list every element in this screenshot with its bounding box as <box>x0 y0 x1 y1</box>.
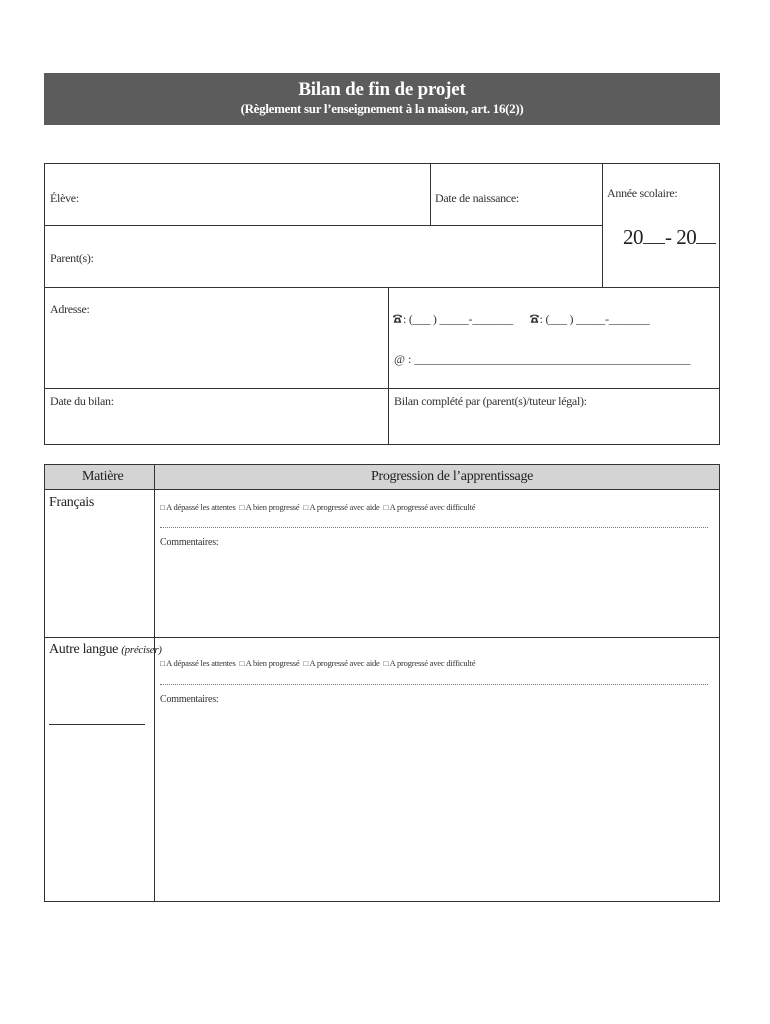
year-prefix-start: 20 <box>623 225 643 249</box>
divider <box>388 287 389 444</box>
checkbox-progresse-aide[interactable]: □ A progressé avec aide <box>303 658 380 668</box>
parents-field[interactable]: Parent(s): <box>50 251 94 265</box>
subject-label: Français <box>49 495 95 510</box>
divider <box>45 225 602 226</box>
bilan-complete-par-field[interactable]: Bilan complété par (parent(s)/tuteur légal): <box>394 394 587 408</box>
email-field[interactable]: @ : ______________________________________________ <box>394 352 691 366</box>
checkbox-progresse-aide[interactable]: □ A progressé avec aide <box>303 502 380 512</box>
progress-table <box>44 464 720 902</box>
telephone-icon <box>529 313 540 324</box>
divider <box>602 164 603 287</box>
subject-label: Autre langue (préciser) <box>49 642 162 657</box>
checkbox-bien-progresse[interactable]: □ A bien progressé <box>239 658 300 668</box>
annee-scolaire-field[interactable] <box>623 225 716 250</box>
column-header-matiere: Matière <box>82 469 124 484</box>
progress-options <box>160 502 475 512</box>
dotted-separator <box>160 684 708 685</box>
row-divider <box>45 637 719 638</box>
divider <box>430 164 431 225</box>
eleve-field[interactable]: Élève: <box>50 191 79 205</box>
phone-field-2[interactable]: : (___ ) _____-_______ <box>539 312 650 326</box>
adresse-field[interactable]: Adresse: <box>50 302 90 316</box>
checkbox-progresse-difficulte[interactable]: □ A progressé avec difficulté <box>383 658 476 668</box>
divider <box>45 287 719 288</box>
telephone-icon <box>392 313 403 324</box>
subject-note: (préciser) <box>121 644 162 656</box>
student-info-section <box>44 163 720 445</box>
checkbox-depasse[interactable]: □ A dépassé les attentes <box>160 658 236 668</box>
specify-language-field[interactable] <box>49 724 145 725</box>
annee-scolaire-label: Année scolaire: <box>607 186 678 200</box>
phone-field-1[interactable]: : (___ ) _____-_______ <box>403 312 513 326</box>
comments-field[interactable]: Commentaires: <box>160 537 219 548</box>
year-separator: - 20 <box>665 225 697 249</box>
checkbox-bien-progresse[interactable]: □ A bien progressé <box>239 502 300 512</box>
dotted-separator <box>160 527 708 528</box>
year-blank-start <box>643 243 665 244</box>
comments-field[interactable]: Commentaires: <box>160 694 219 705</box>
title-bar <box>44 73 720 125</box>
date-naissance-field[interactable]: Date de naissance: <box>435 191 519 205</box>
checkbox-depasse[interactable]: □ A dépassé les attentes <box>160 502 236 512</box>
page-title: Bilan de fin de projet <box>298 79 466 100</box>
year-blank-end <box>696 243 716 244</box>
phone-fields[interactable] <box>392 312 650 327</box>
column-divider <box>154 465 155 901</box>
progress-options <box>160 658 475 668</box>
date-bilan-field[interactable]: Date du bilan: <box>50 394 114 408</box>
checkbox-progresse-difficulte[interactable]: □ A progressé avec difficulté <box>383 502 476 512</box>
divider <box>45 388 719 389</box>
page-subtitle: (Règlement sur l’enseignement à la maison, art. 16(2)) <box>240 101 524 116</box>
column-header-progression: Progression de l’apprentissage <box>371 469 534 484</box>
